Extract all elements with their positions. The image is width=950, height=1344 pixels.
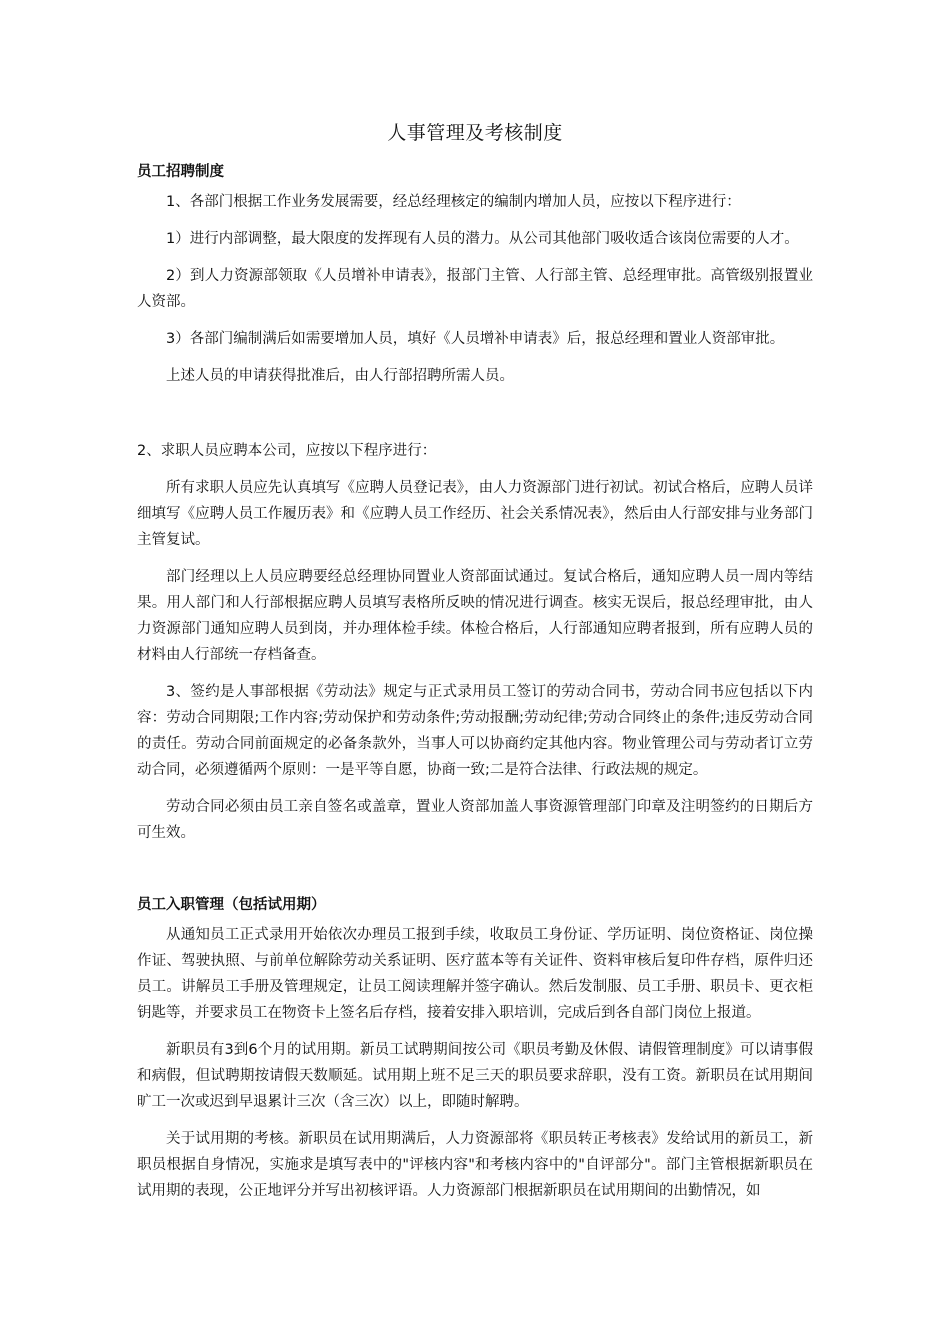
paragraph: 3、签约是人事部根据《劳动法》规定与正式录用员工签订的劳动合同书，劳动合同书应包括以下内容：劳动合同期限;工作内容;劳动保护和劳动条件;劳动报酬;劳动纪律;劳动合同终止的条件;违反劳动合同的责任。劳动合同前面规定的必备条款外，当事人可以协商约定其他内容。物业管理公司与劳动者订立劳动合同，必须遵循两个原则：一是平等自愿，协商一致;二是符合法律、行政法规的规定。: [137, 684, 813, 778]
paragraph: 部门经理以上人员应聘要经总经理协同置业人资部面试通过。复试合格后，通知应聘人员一周内等结果。用人部门和人行部根据应聘人员填写表格所反映的情况进行调查。核实无误后，报总经理审批，由人力资源部门通知应聘人员到岗，并办理体检手续。体检合格后，人行部通知应聘者报到，所有应聘人员的材料由人行部统一存档备查。: [137, 569, 813, 663]
section-heading-recruitment: 员工招聘制度: [137, 164, 224, 180]
paragraph: 1、各部门根据工作业务发展需要，经总经理核定的编制内增加人员，应按以下程序进行：: [166, 194, 741, 210]
paragraph: 2、求职人员应聘本公司，应按以下程序进行：: [137, 443, 437, 459]
document-body: [137, 118, 813, 1215]
paragraph: 2）到人力资源部领取《人员增补申请表》，报部门主管、人行部主管、总经理审批。高管级别报置业人资部。: [137, 268, 813, 310]
paragraph: 1）进行内部调整，最大限度的发挥现有人员的潜力。从公司其他部门吸收适合该岗位需要的人才。: [166, 231, 799, 247]
paragraph: 关于试用期的考核。新职员在试用期满后，人力资源部将《职员转正考核表》发给试用的新员工，新职员根据自身情况，实施求是填写表中的"评核内容"和考核内容中的"自评部分"。部门主管根据新职员在试用期的表现，公正地评分并写出初核评语。人力资源部门根据新职员在试用期间的出勤情况，如: [137, 1131, 813, 1199]
document-title: 人事管理及考核制度: [387, 122, 563, 144]
paragraph: 上述人员的申请获得批准后，由人行部招聘所需人员。: [166, 368, 514, 384]
spacer: [137, 400, 813, 438]
spacer: [137, 857, 813, 893]
section-heading-onboarding: 员工入职管理（包括试用期）: [137, 897, 326, 913]
paragraph: 从通知员工正式录用开始依次办理员工报到手续，收取员工身份证、学历证明、岗位资格证、岗位操作证、驾驶执照、与前单位解除劳动关系证明、医疗蓝本等有关证件、资料审核后复印件存档，原件归还员工。讲解员工手册及管理规定，让员工阅读理解并签字确认。然后发制服、员工手册、职员卡、更衣柜钥匙等，并要求员工在物资卡上签名后存档，接着安排入职培训，完成后到各自部门岗位上报道。: [137, 927, 813, 1021]
paragraph: 所有求职人员应先认真填写《应聘人员登记表》，由人力资源部门进行初试。初试合格后，应聘人员详细填写《应聘人员工作履历表》和《应聘人员工作经历、社会关系情况表》，然后由人行部安排与业务部门主管复试。: [137, 480, 813, 548]
paragraph: 劳动合同必须由员工亲自签名或盖章，置业人资部加盖人事资源管理部门印章及注明签约的日期后方可生效。: [137, 799, 813, 841]
paragraph: 新职员有3到6个月的试用期。新员工试聘期间按公司《职员考勤及休假、请假管理制度》可以请事假和病假，但试聘期按请假天数顺延。试用期上班不足三天的职员要求辞职，没有工资。新职员在试用期间旷工一次或迟到早退累计三次（含三次）以上，即随时解聘。: [137, 1042, 813, 1110]
paragraph: 3）各部门编制满后如需要增加人员，填好《人员增补申请表》后，报总经理和置业人资部审批。: [166, 331, 785, 347]
